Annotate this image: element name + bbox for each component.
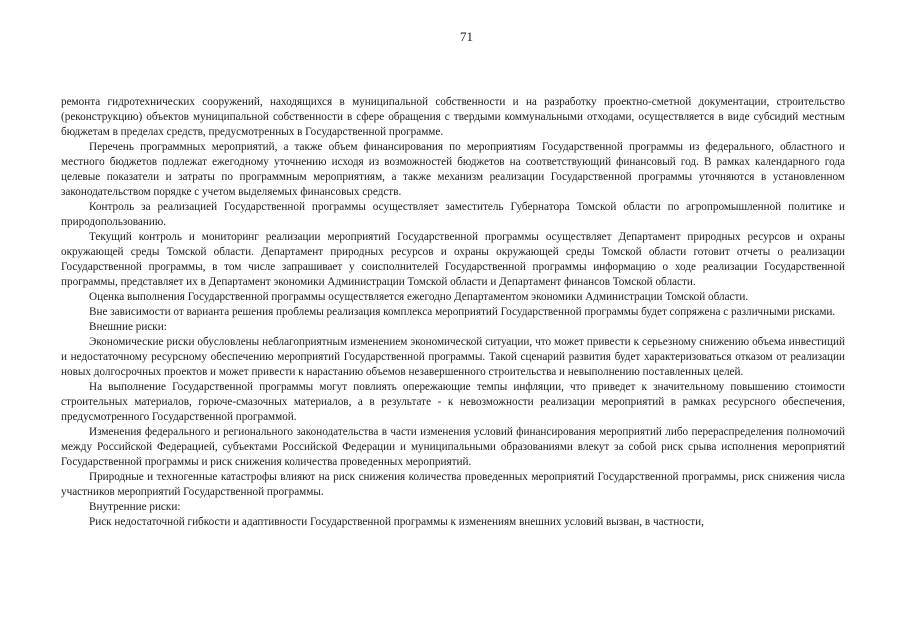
paragraph: Оценка выполнения Государственной программы осуществляется ежегодно Департаментом экономики Администрации Томской области. bbox=[89, 291, 749, 303]
paragraph: Изменения федерального и регионального законодательства в части изменения условий финансирования мероприятий либо перераспределения полномочий между Российской Федерацией, субъектами Российской Федерации и муниципальными образованиями влекут за собой риск срыва исполнения мероприятий Государственной программы и риск снижения количества проведенных мероприятий. bbox=[61, 426, 845, 468]
paragraph: На выполнение Государственной программы могут повлиять опережающие темпы инфляции, что приведет к значительному повышению стоимости строительных материалов, горюче-смазочных материалов, а в результате - к невозможности реализации мероприятий в рамках ресурсного обеспечения, предусмотренного Государственной программой. bbox=[61, 381, 845, 423]
paragraph: Вне зависимости от варианта решения проблемы реализация комплекса мероприятий Государственной программы будет сопряжена с различными рисками. bbox=[89, 306, 836, 318]
paragraph: Перечень программных мероприятий, а также объем финансирования по мероприятиям Государственной программы из федерального, областного и местного бюджетов подлежат ежегодному уточнению исходя из возможностей бюджетов на соответствующий финансовый год. В рамках календарного года целевые показатели и затраты по программным мероприятиям, а также механизм реализации Государственной программы уточняются в установленном законодательством порядке с учетом выделяемых финансовых средств. bbox=[61, 141, 845, 198]
section-heading-external-risks: Внешние риски: bbox=[89, 321, 167, 333]
paragraph: Контроль за реализацией Государственной программы осуществляет заместитель Губернатора Томской области по агропромышленной политике и природопользованию. bbox=[61, 201, 845, 228]
paragraph: Текущий контроль и мониторинг реализации мероприятий Государственной программы осуществляет Департамент природных ресурсов и охраны окружающей среды Томской области. Департамент природных ресурсов и охраны окружающей среды Томской области готовит отчеты о реализации Государственной программы, в том числе запрашивает у соисполнителей Государственной программы информацию о ходе реализации Государственной программы, представляет их в Департамент экономики Администрации Томской области и Департамент финансов Томской области. bbox=[61, 231, 845, 288]
page-number: 71 bbox=[460, 29, 473, 44]
paragraph: ремонта гидротехнических сооружений, находящихся в муниципальной собственности и на разработку проектно-сметной документации, строительство (реконструкцию) объектов муниципальной собственности в сфере обращения с твердыми коммунальными отходами, осуществляется в виде субсидий местным бюджетам в пределах средств, предусмотренных в Государственной программе. bbox=[61, 96, 845, 138]
paragraph: Риск недостаточной гибкости и адаптивности Государственной программы к изменениям внешних условий вызван, в частности, bbox=[89, 516, 704, 528]
paragraph: Природные и техногенные катастрофы влияют на риск снижения количества проведенных мероприятий Государственной программы, риск снижения числа участников мероприятий Государственной программы. bbox=[61, 471, 845, 498]
document-body bbox=[61, 95, 845, 530]
section-heading-internal-risks: Внутренние риски: bbox=[89, 501, 181, 513]
paragraph: Экономические риски обусловлены неблагоприятным изменением экономической ситуации, что может привести к серьезному снижению объема инвестиций и недостаточному ресурсному обеспечению мероприятий Государственной программы. Такой сценарий развития будет характеризоваться отказом от реализации новых долгосрочных проектов и может привести к нарастанию объемов незавершенного строительства и невыполнению поставленных целей. bbox=[61, 336, 845, 378]
